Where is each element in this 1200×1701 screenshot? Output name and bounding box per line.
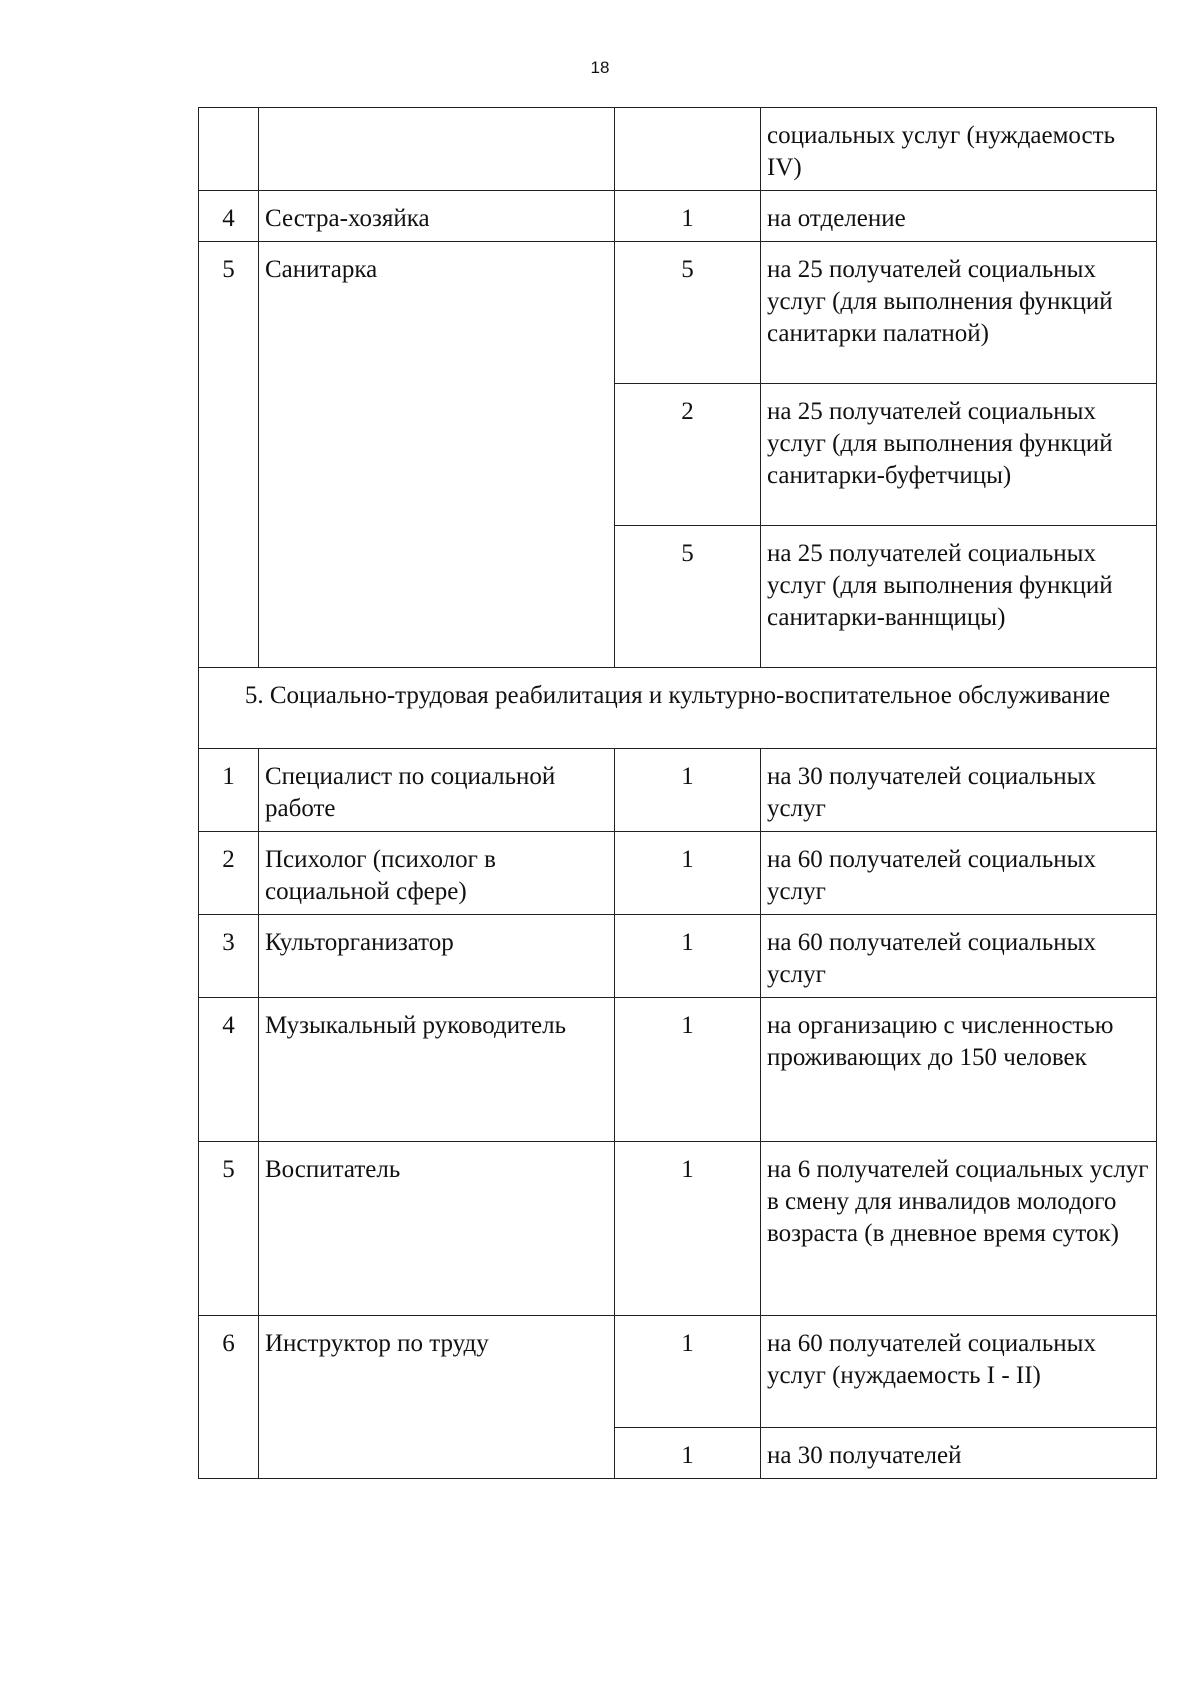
table-row <box>199 242 1157 384</box>
position-name: Санитарка <box>259 242 615 668</box>
staff-quantity: 5 <box>615 242 761 384</box>
position-name: Культорганизатор <box>259 915 615 998</box>
row-number: 5 <box>199 242 259 668</box>
staff-quantity: 2 <box>615 384 761 526</box>
table-row <box>199 191 1157 242</box>
staffing-norm: на отделение <box>761 191 1157 242</box>
page-number: 18 <box>590 58 610 77</box>
staffing-norm: на 60 получателей социальных услуг <box>761 915 1157 998</box>
table-row <box>199 108 1157 191</box>
staff-quantity: 1 <box>615 832 761 915</box>
staff-quantity: 1 <box>615 915 761 998</box>
section-row <box>199 668 1157 749</box>
table-row <box>199 1142 1157 1316</box>
staff-quantity: 1 <box>615 998 761 1142</box>
staffing-norm: на 25 получателей социальных услуг (для выполнения функций санитарки-буфетчицы) <box>761 384 1157 526</box>
row-number: 2 <box>199 832 259 915</box>
staffing-norm: на 30 получателей <box>761 1428 1157 1479</box>
staff-quantity: 1 <box>615 191 761 242</box>
table-row <box>199 915 1157 998</box>
row-number: 4 <box>199 998 259 1142</box>
staffing-norm: на 30 получателей социальных услуг <box>761 749 1157 832</box>
staffing-norm: на 25 получателей социальных услуг (для выполнения функций санитарки палатной) <box>761 242 1157 384</box>
table-row <box>199 998 1157 1142</box>
staff-quantity: 1 <box>615 1428 761 1479</box>
staff-quantity: 1 <box>615 1316 761 1428</box>
position-name: Сестра-хозяйка <box>259 191 615 242</box>
row-number: 4 <box>199 191 259 242</box>
row-number: 1 <box>199 749 259 832</box>
table-row <box>199 1316 1157 1428</box>
staff-quantity: 1 <box>615 1142 761 1316</box>
position-name <box>259 108 615 191</box>
staff-quantity: 5 <box>615 526 761 668</box>
position-name: Воспитатель <box>259 1142 615 1316</box>
staffing-norm: на организацию с численностью проживающих до 150 человек <box>761 998 1157 1142</box>
staffing-norm: на 25 получателей социальных услуг (для выполнения функций санитарки-ваннщицы) <box>761 526 1157 668</box>
table-row <box>199 749 1157 832</box>
row-number <box>199 108 259 191</box>
staffing-norm: на 6 получателей социальных услуг в смену для инвалидов молодого возраста (в дневное время суток) <box>761 1142 1157 1316</box>
position-name: Специалист по социальной работе <box>259 749 615 832</box>
position-name: Инструктор по труду <box>259 1316 615 1479</box>
table-row <box>199 832 1157 915</box>
section-heading: 5. Социально-трудовая реабилитация и культурно-воспитательное обслуживание <box>199 668 1157 749</box>
staffing-norm: социальных услуг (нуждаемость IV) <box>761 108 1157 191</box>
row-number: 5 <box>199 1142 259 1316</box>
row-number: 3 <box>199 915 259 998</box>
staffing-table <box>198 107 1157 1479</box>
position-name: Психолог (психолог в социальной сфере) <box>259 832 615 915</box>
staff-quantity <box>615 108 761 191</box>
staffing-norm: на 60 получателей социальных услуг (нуждаемость I - II) <box>761 1316 1157 1428</box>
staffing-norm: на 60 получателей социальных услуг <box>761 832 1157 915</box>
position-name: Музыкальный руководитель <box>259 998 615 1142</box>
row-number: 6 <box>199 1316 259 1479</box>
staff-quantity: 1 <box>615 749 761 832</box>
